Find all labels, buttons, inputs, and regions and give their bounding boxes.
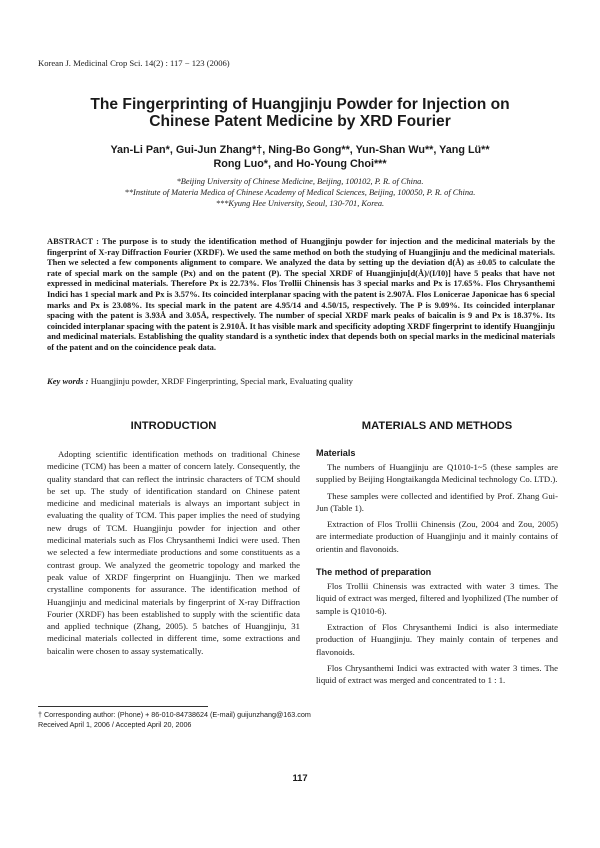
footnote — [38, 710, 558, 730]
affiliation-3: ***Kyung Hee University, Seoul, 130-701, Korea. — [215, 199, 385, 208]
methods-heading: MATERIALS AND METHODS — [361, 420, 513, 432]
affiliations — [60, 176, 540, 209]
page-number: 117 — [292, 772, 308, 783]
affiliation-1: *Beijing University of Chinese Medicine, Beijing, 100102, P. R. of China. — [176, 177, 424, 186]
preparation-paragraph-3: Flos Chrysanthemi Indici was extracted with water 3 times. The liquid of extract was merged and concentrated to 1 : 1. — [316, 662, 558, 686]
corresponding-author-note: † Corresponding author: (Phone) + 86-010-84738624 (E-mail) guijunzhang@163.com — [38, 710, 311, 719]
materials-paragraph-3: Extraction of Flos Trollii Chinensis (Zou, 2004 and Zou, 2005) are intermediate production of Huangjinju and it mainly contains of orientin and flavonoids. — [316, 519, 558, 554]
authors-line-1: Yan-Li Pan*, Gui-Jun Zhang*†, Ning-Bo Gong**, Yun-Shan Wu**, Yang Lü** — [110, 144, 490, 156]
right-column — [316, 420, 558, 690]
materials-paragraph-2: These samples were collected and identified by Prof. Zhang Gui-Jun (Table 1). — [316, 490, 558, 513]
journal-citation: Korean J. Medicinal Crop Sci. 14(2) : 117 − 123 (2006) — [38, 58, 230, 68]
keywords-text: Huangjinju powder, XRDF Fingerprinting, Special mark, Evaluating quality — [88, 376, 353, 386]
left-column — [47, 420, 300, 657]
title-line-1: The Fingerprinting of Huangjinju Powder for Injection on — [90, 96, 510, 113]
introduction-heading: INTRODUCTION — [130, 420, 217, 432]
received-accepted-dates: Received April 1, 2006 / Accepted April 20, 2006 — [38, 720, 192, 729]
affiliation-2: **Institute of Materia Medica of Chinese Academy of Medical Sciences, Beijing, 100050, P. R. of China. — [124, 188, 476, 197]
authors-line-2: Rong Luo*, and Ho-Young Choi*** — [213, 158, 387, 170]
abstract: ABSTRACT : The purpose is to study the identification method of Huangjinju powder for injection and the medicinal materials by the fingerprint of X-ray Diffraction Fourier (XRDF). We used the same method on both the studying of Huangjinju and the medicinal materials. Then we selected a few components alignment to compare. We analyzed the data by setting up the deviation d(Å) as ±0.05 to calculate the rate of special mark on the sample (Px) and on the patent (P). The special XRDF of Huangjinju[d(Å)/(I/I0)] have 5 peaks that have not expressed in medicinal materials. Therefore Px is 22.73%. Flos Trollii Chinensis has 3 special marks and Px is 17.65%. Flos Chrysanthemi Indici has 1 special mark and Px is 3.57%. Its coincided interplanar spacing with the patent is 2.907Å. Flos Lonicerae Japonicae has 6 special marks and Px is 23.08%. Its special mark in the patent are 4.95/14 and 4.50/15, respectively. The P is 9.09%. Its coincided interplanar spacing with the patent is 3.93Å and 3.05Å, respectively. The number of special XRDF mark peaks of baicalin is 9 and Px is 18.37%. Its coincided interplanar spacing with the patent is 2.910Å. It has visible mark and specificity adopting XRDF fingerprint to identify Huangjinju and medicinal materials. Establishing the quality standard is a synthetic index that depends both on special marks in the medicinal materials of the patent and on the coincidence peak data. — [47, 236, 555, 352]
paper-title — [60, 96, 540, 130]
keywords — [47, 376, 555, 387]
footnote-divider — [38, 706, 208, 707]
preparation-paragraph-1: Flos Trollii Chinensis was extracted with water 3 times. The liquid of extract was merged, filtered and lyophilized (The number of sample is Q1010-6). — [316, 581, 558, 616]
preparation-subheading: The method of preparation — [316, 567, 432, 578]
introduction-paragraph: Adopting scientific identification methods on traditional Chinese medicine (TCM) has been a matter of concern lately. Consequently, the quality standard that can reflect the intrinsic characters of TCM should be set up. The study of identification standard on Chinese patent medicine and medicinal materials is always an important subject in evaluating the quality of TCM. This paper implies the need of studying new drugs of TCM. Huangjinju powder for injection and other medicinal materials such as Flos Chrysanthemi Indici were used. Then we selected a few intermediate productions and some constituents as a contrast group. We analyzed the geometric topology and marked the peak value of XRDF fingerprint on Huangjinju. Then we marked crystalline components for assurance. The identification method of Huangjinju and medicinal materials by fingerprint of X-ray Diffraction Fourier (XRDF) has been established to supply with the scientific data and applied technique (Zhang, 2005). 5 batches of Huangjinju, 31 medicinal materials collected in different time, some extractions and baicalin were chosen to assay systematically. — [47, 449, 300, 656]
materials-subheading: Materials — [316, 448, 356, 458]
author-list — [60, 143, 540, 171]
preparation-paragraph-2: Extraction of Flos Chrysanthemi Indici is also intermediate production of Huangjinju. They mainly contain of terpenes and flavonoids. — [316, 621, 558, 657]
keywords-label: Key words : — [47, 376, 89, 386]
title-line-2: Chinese Patent Medicine by XRD Fourier — [149, 113, 451, 130]
materials-paragraph-1: The numbers of Huangjinju are Q1010-1~5 (these samples are supplied by Beijing Hongtaikangda Medicinal technology Co. LTD.). — [316, 462, 558, 485]
